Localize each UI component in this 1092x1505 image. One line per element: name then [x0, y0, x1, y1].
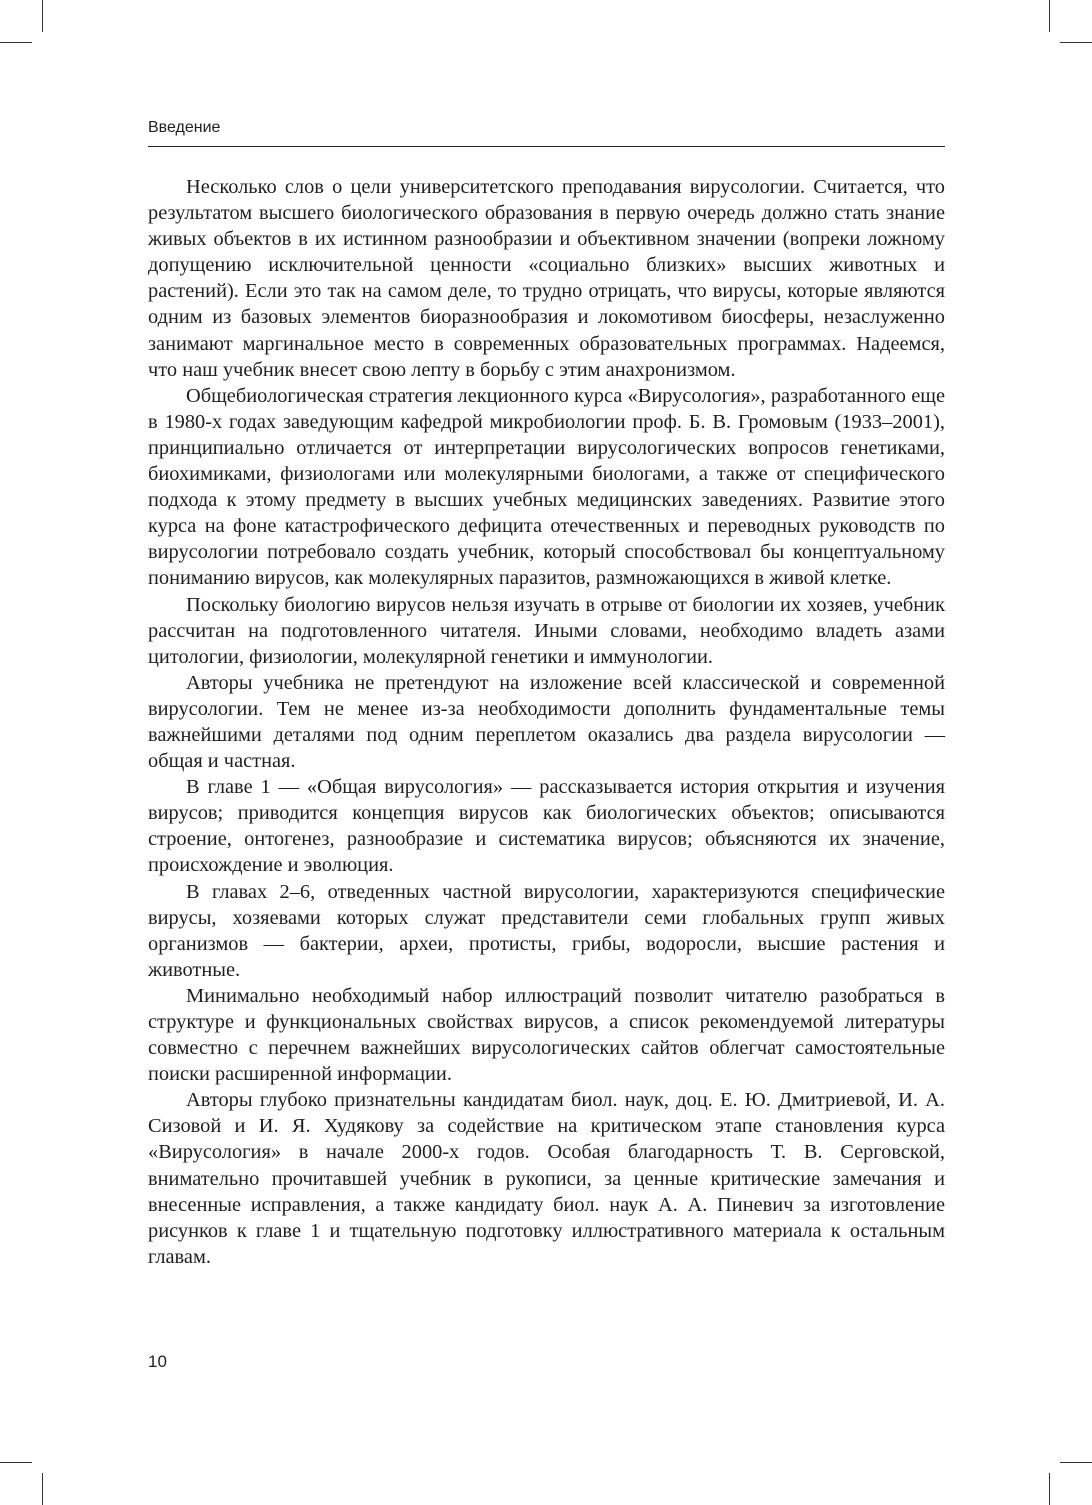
crop-mark-top-left-h — [0, 42, 32, 43]
crop-mark-bottom-left-v — [42, 1473, 43, 1505]
paragraph: Несколько слов о цели университетского преподавания вирусологии. Считается, что результатом высшего биологического образования в первую очередь должно стать знание живых объектов в их истинном разнообразии и объективном значении (вопреки ложному допущению исключительной ценности «социально близких» высших животных и растений). Если это так на самом деле, то трудно отрицать, что вирусы, которые являются одним из базовых элементов биоразнообразия и локомотивом биосферы, незаслуженно занимают маргинальное место в современных образовательных программах. Надеемся, что наш учебник внесет свою лепту в борьбу с этим анахронизмом. — [148, 176, 945, 381]
paragraph: Авторы учебника не претендуют на изложение всей классической и современной вирусологии. Тем не менее из-за необходимости дополнить фундаментальные темы важнейшими деталями под одним переплетом оказались два раздела вирусологии — общая и частная. — [148, 671, 945, 773]
paragraph: В главах 2–6, отведенных частной вирусологии, характеризуются специфические вирусы, хозяевами которых служат представители семи глобальных групп живых организмов — бактерии, археи, протисты, грибы, водоросли, высшие растения и животные. — [148, 880, 945, 981]
paragraph: В главе 1 — «Общая вирусология» — рассказывается история открытия и изучения вирусов; приводится концепция вирусов как биологических объектов; описываются строение, онтогенез, разнообразие и систематика вирусов; объясняются их значение, происхождение и эволюция. — [148, 776, 945, 877]
paragraph: Авторы глубоко признательны кандидатам биол. наук, доц. Е. Ю. Дмитриевой, И. А. Сизовой и И. Я. Худякову за содействие на критическом этапе становления курса «Вирусология» в начале 2000-х годов. Особая благодарность Т. В. Серговской, внимательно прочитавшей учебник в рукописи, за ценные критические замечания и внесенные исправления, а также кандидату биол. наук А. А. Пиневич за изготовление рисунков к главе 1 и тщательную подготовку иллюстративного материала к остальным главам. — [148, 1089, 945, 1268]
crop-mark-bottom-left-h — [0, 1462, 32, 1463]
body-text — [148, 174, 945, 1270]
crop-mark-bottom-right-v — [1049, 1473, 1050, 1505]
crop-mark-top-right-h — [1060, 42, 1092, 43]
running-head-title: Введение — [148, 119, 221, 136]
crop-mark-bottom-right-h — [1060, 1462, 1092, 1463]
crop-mark-top-right-v — [1049, 0, 1050, 32]
page-number: 10 — [148, 1352, 167, 1371]
crop-mark-top-left-v — [42, 0, 43, 32]
paragraph: Поскольку биологию вирусов нельзя изучать в отрыве от биологии их хозяев, учебник рассчитан на подготовленного читателя. Иными словами, необходимо владеть азами цитологии, физиологии, молекулярной генетики и иммунологии. — [148, 593, 945, 668]
running-head — [148, 116, 945, 147]
paragraph: Минимально необходимый набор иллюстраций позволит читателю разобраться в структуре и функциональных свойствах вирусов, а список рекомендуемой литературы совместно с перечнем важнейших вирусологических сайтов облегчат самостоятельные поиски расширенной информации. — [148, 984, 945, 1086]
paragraph: Общебиологическая стратегия лекционного курса «Вирусология», разработанного еще в 1980-х годах заведующим кафедрой микробиологии проф. Б. В. Громовым (1933–2001), принципиально отличается от интерпретации вирусологических вопросов генетиками, биохимиками, физиологами или молекулярными биологами, а также от специфического подхода к этому предмету в высших учебных медицинских заведениях. Развитие этого курса на фоне катастрофического дефицита отечественных и переводных руководств по вирусологии потребовало создать учебник, который способствовал бы концептуальному пониманию вирусов, как молекулярных паразитов, размножающихся в живой клетке. — [148, 384, 945, 590]
